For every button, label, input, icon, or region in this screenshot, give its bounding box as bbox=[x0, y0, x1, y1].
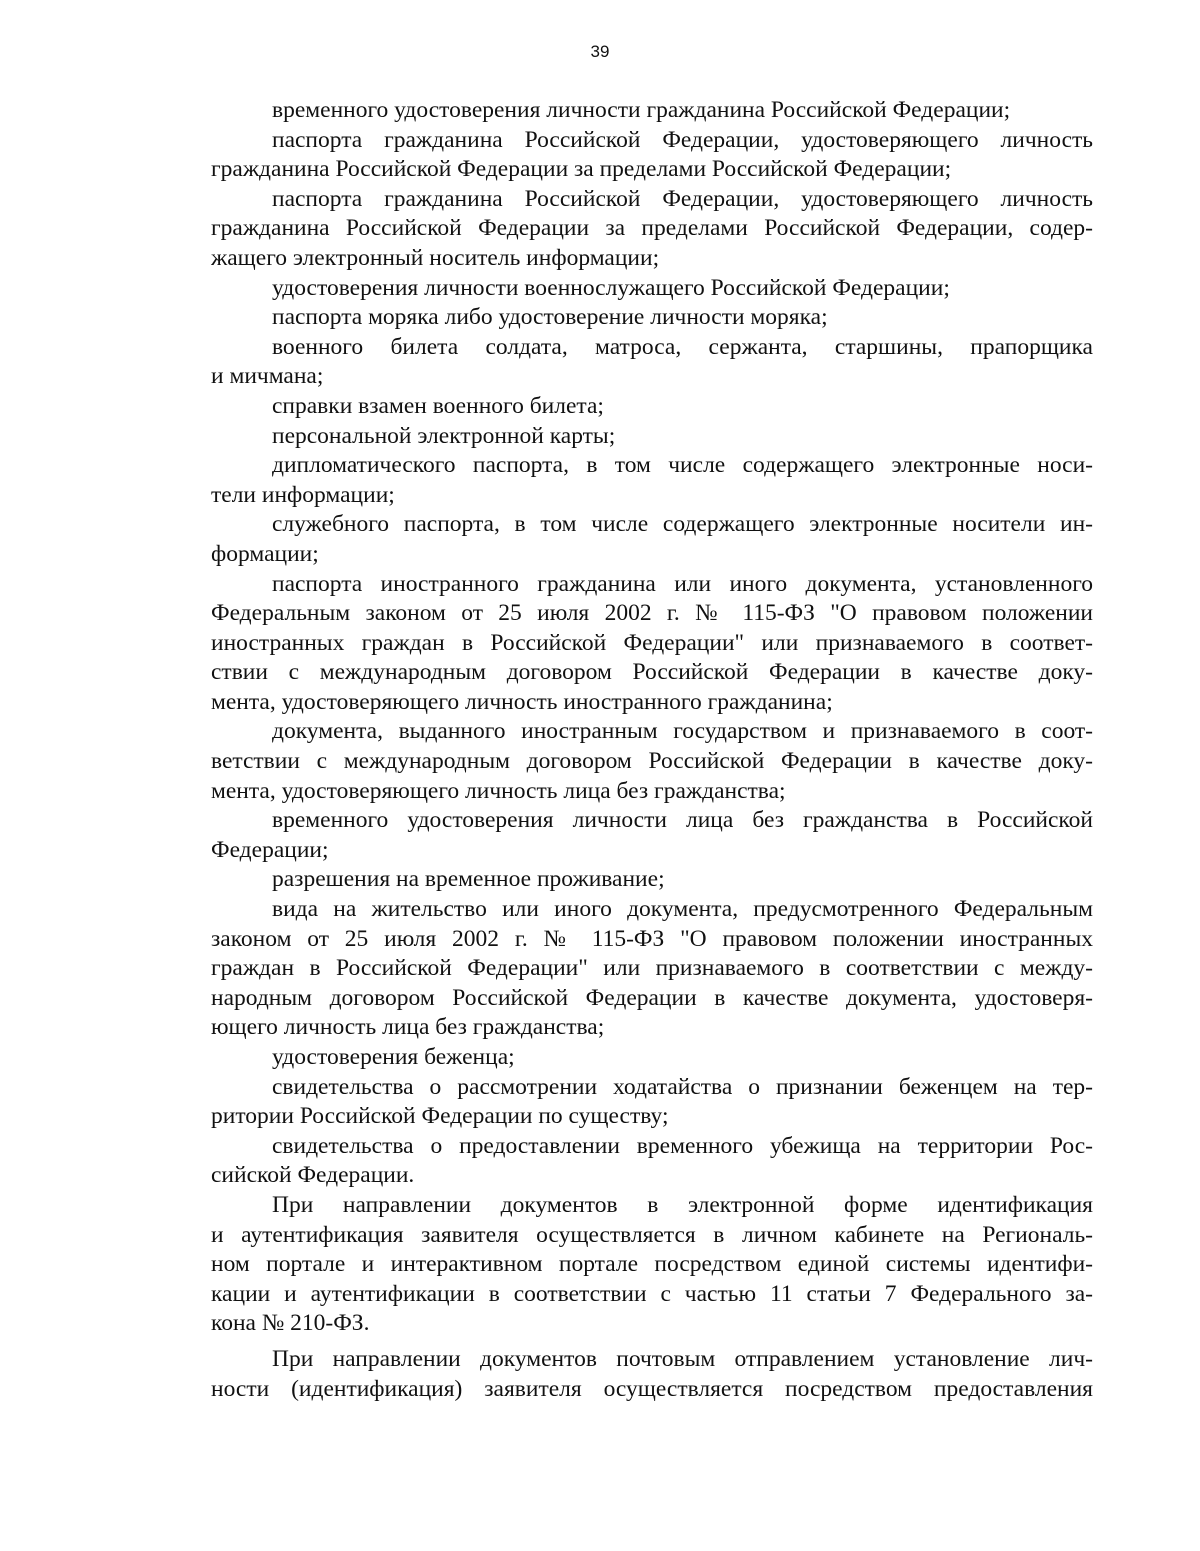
paragraph-line: ном портале и интерактивном портале посредством единой системы идентифи- bbox=[211, 1251, 1093, 1278]
paragraph-line: персональной электронной карты; bbox=[272, 422, 616, 449]
paragraph-line: мента, удостоверяющего личность лица без гражданства; bbox=[211, 777, 786, 804]
paragraph bbox=[211, 303, 1093, 333]
paragraph-line: ритории Российской Федерации по существу; bbox=[211, 1103, 669, 1130]
paragraph bbox=[211, 1191, 1093, 1339]
paragraph-line: дипломатического паспорта, в том числе содержащего электронные носи- bbox=[272, 452, 1093, 479]
paragraph-line: справки взамен военного билета; bbox=[272, 392, 604, 419]
paragraph-line: вида на жительство или иного документа, предусмотренного Федеральным bbox=[272, 896, 1093, 923]
paragraph bbox=[211, 510, 1093, 569]
paragraph-line: разрешения на временное проживание; bbox=[272, 866, 665, 893]
paragraph-line: При направлении документов почтовым отправлением установление лич- bbox=[272, 1345, 1093, 1372]
paragraph bbox=[211, 570, 1093, 718]
paragraph-line: Федерации; bbox=[211, 836, 329, 863]
paragraph-line: законом от 25 июля 2002 г. № 115-ФЗ "О правовом положении иностранных bbox=[211, 925, 1093, 952]
paragraph-line: удостоверения беженца; bbox=[272, 1044, 515, 1070]
paragraph-line: мента, удостоверяющего личность иностранного гражданина; bbox=[211, 688, 833, 715]
paragraph-line: паспорта моряка либо удостоверение личности моряка; bbox=[272, 304, 828, 331]
paragraph bbox=[211, 1073, 1093, 1132]
paragraph-line: гражданина Российской Федерации за пределами Российской Федерации, содер- bbox=[211, 215, 1093, 242]
paragraph-line: свидетельства о рассмотрении ходатайства о признании беженцем на тер- bbox=[272, 1073, 1093, 1100]
paragraph-line: временного удостоверения личности гражданина Российской Федерации; bbox=[272, 97, 1011, 123]
paragraph bbox=[211, 1345, 1093, 1404]
paragraph-line: кона № 210-ФЗ. bbox=[211, 1310, 370, 1337]
paragraph bbox=[211, 451, 1093, 510]
paragraph-line: формации; bbox=[211, 540, 319, 567]
paragraph-line: ности (идентификация) заявителя осуществляется посредством предоставления bbox=[211, 1375, 1093, 1402]
document-body bbox=[211, 96, 1093, 1404]
paragraph-line: и мичмана; bbox=[211, 363, 324, 390]
paragraph-line: паспорта гражданина Российской Федерации, удостоверяющего личность bbox=[272, 185, 1093, 212]
paragraph bbox=[211, 185, 1093, 274]
paragraph-line: народным договором Российской Федерации в качестве документа, удостоверя- bbox=[211, 984, 1093, 1011]
paragraph-line: гражданина Российской Федерации за пределами Российской Федерации; bbox=[211, 156, 952, 183]
paragraph bbox=[211, 274, 1093, 304]
paragraph-line: свидетельства о предоставлении временного убежища на территории Рос- bbox=[272, 1132, 1093, 1159]
paragraph-line: граждан в Российской Федерации" или признаваемого в соответствии с между- bbox=[211, 955, 1093, 982]
paragraph-line: паспорта гражданина Российской Федерации, удостоверяющего личность bbox=[272, 126, 1093, 153]
paragraph-line: паспорта иностранного гражданина или иного документа, установленного bbox=[272, 570, 1093, 597]
paragraph bbox=[211, 96, 1093, 126]
paragraph-line: тели информации; bbox=[211, 481, 395, 508]
paragraph-line: временного удостоверения личности лица без гражданства в Российской bbox=[272, 807, 1093, 834]
paragraph-line: служебного паспорта, в том числе содержащего электронные носители ин- bbox=[272, 511, 1093, 538]
paragraph bbox=[211, 333, 1093, 392]
paragraph-line: иностранных граждан в Российской Федерации" или признаваемого в соответ- bbox=[211, 629, 1093, 656]
paragraph bbox=[211, 865, 1093, 895]
paragraph-line: документа, выданного иностранным государством и признаваемого в соот- bbox=[272, 718, 1093, 745]
paragraph-line: Федеральным законом от 25 июля 2002 г. № 115-ФЗ "О правовом положении bbox=[211, 600, 1093, 627]
page-number: 39 bbox=[590, 42, 610, 61]
paragraph bbox=[211, 422, 1093, 452]
paragraph-line: ветствии с международным договором Российской Федерации в качестве доку- bbox=[211, 748, 1093, 775]
paragraph bbox=[211, 806, 1093, 865]
paragraph bbox=[211, 1043, 1093, 1073]
paragraph-line: ющего личность лица без гражданства; bbox=[211, 1014, 605, 1041]
paragraph bbox=[211, 1132, 1093, 1191]
paragraph-line: жащего электронный носитель информации; bbox=[211, 244, 660, 271]
paragraph-line: сийской Федерации. bbox=[211, 1162, 415, 1189]
paragraph bbox=[211, 126, 1093, 185]
paragraph-line: и аутентификация заявителя осуществляется в личном кабинете на Региональ- bbox=[211, 1221, 1093, 1248]
paragraph-line: удостоверения личности военнослужащего Российской Федерации; bbox=[272, 274, 950, 301]
paragraph bbox=[211, 392, 1093, 422]
paragraph-line: При направлении документов в электронной форме идентификация bbox=[272, 1191, 1093, 1218]
paragraph bbox=[211, 895, 1093, 1043]
paragraph-line: кации и аутентификации в соответствии с частью 11 статьи 7 Федерального за- bbox=[211, 1280, 1093, 1307]
paragraph-line: ствии с международным договором Российской Федерации в качестве доку- bbox=[211, 659, 1093, 686]
paragraph-line: военного билета солдата, матроса, сержанта, старшины, прапорщика bbox=[272, 333, 1093, 360]
paragraph bbox=[211, 717, 1093, 806]
